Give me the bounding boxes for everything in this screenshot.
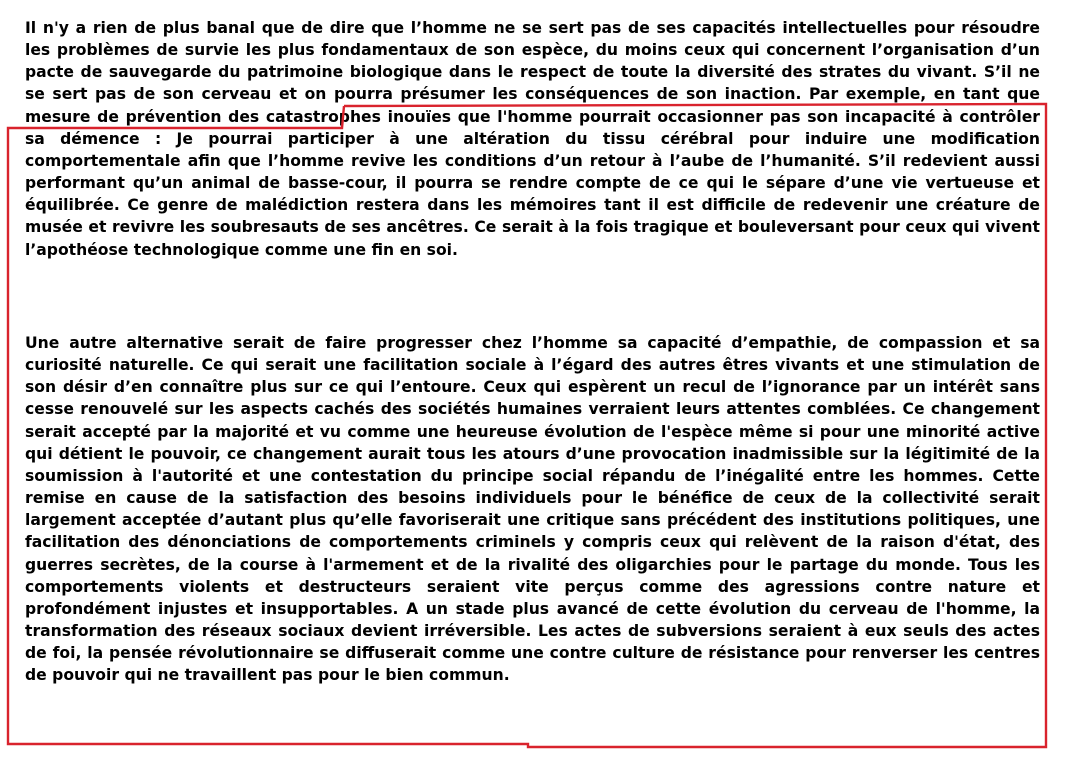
paragraph-2: Une autre alternative serait de faire progresser chez l’homme sa capacité d’empathie, de compassion et sa curiosité naturelle. Ce qui serait une facilitation sociale à l’égard des autres êtres vivants et une stimulation de son désir d’en connaître plus sur ce qui l’entoure. Ceux qui espèrent un recul de l’ignorance par un intérêt sans cesse renouvelé sur les aspects cachés des sociétés humaines verraient leurs attentes comblées. Ce changement serait accepté par la majorité et vu comme une heureuse évolution de l'espèce même si pour une minorité active qui détient le pouvoir, ce changement aurait tous les atours d’une provocation inadmissible sur la légitimité de la soumission à l'autorité et une contestation du principe social répandu de l’inégalité entre les hommes. Cette remise en cause de la satisfaction des besoins individuels pour le bénéfice de ceux de la collectivité serait largement acceptée d’autant plus qu’elle favoriserait une critique sans précédent des institutions politiques, une facilitation des dénonciations de comportements criminels y compris ceux qui relèvent de la raison d'état, des guerres secrètes, de la course à l'armement et de la rivalité des oligarchies pour le partage du monde. Tous les comportements violents et destructeurs seraient vite perçus comme des agressions contre nature et profondément injustes et insupportables. A un stade plus avancé de cette évolution du cerveau de l'homme, la transformation des réseaux sociaux devient irréversible. Les actes de subversions seraient à eux seuls des actes de foi, la pensée révolutionnaire se diffuserait comme une contre culture de résistance pour renverser les centres de pouvoir qui ne travaillent pas pour le bien commun.: [25, 334, 1040, 685]
paragraph-1: Il n'y a rien de plus banal que de dire que l’homme ne se sert pas de ses capacités intellectuelles pour résoudre les problèmes de survie les plus fondamentaux de son espèce, du moins ceux qui concernent l’organisation d’un pacte de sauvegarde du patrimoine biologique dans le respect de toute la diversité des strates du vivant. S’il ne se sert pas de son cerveau et on pourra présumer les conséquences de son inaction. Par exemple, en tant que mesure de prévention des catastrophes inouïes que l'homme pourrait occasionner pas son incapacité à contrôler sa démence : Je pourrai participer à une altération du tissu cérébral pour induire une modification comportementale afin que l’homme revive les conditions d’un retour à l’aube de l’humanité. S’il redevient aussi performant qu’un animal de basse-cour, il pourra se rendre compte de ce qui le sépare d’une vie vertueuse et équilibrée. Ce genre de malédiction restera dans les mémoires tant il est difficile de redevenir une créature de musée et revivre les soubresauts de ses ancêtres. Ce serait à la fois tragique et bouleversant pour ceux qui vivent l’apothéose technologique comme une fin en soi.: [25, 19, 1040, 259]
